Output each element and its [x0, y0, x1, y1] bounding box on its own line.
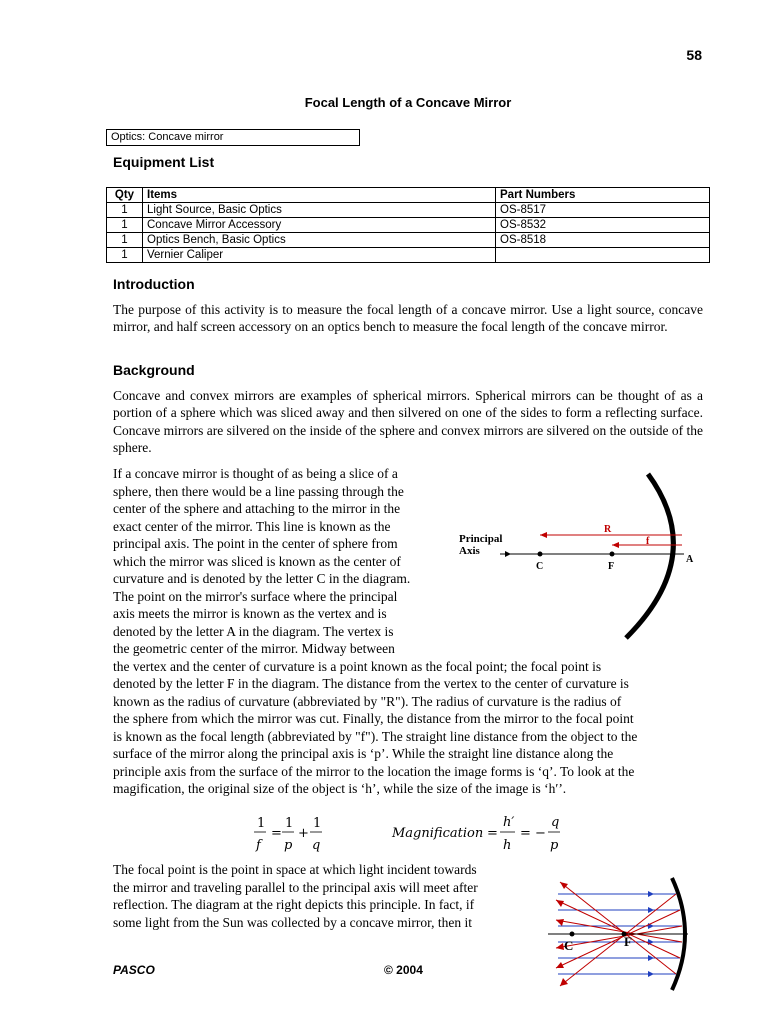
f-label: f — [646, 536, 650, 547]
column-header-qty: Qty — [107, 188, 143, 203]
table-header-row — [107, 188, 710, 203]
ray-arrow-icon — [648, 891, 654, 897]
reflected-arrow-icon — [556, 919, 564, 926]
qty-cell: 1 — [107, 248, 143, 263]
lens-term1-numerator: 1 — [285, 816, 294, 831]
footer-copyright: © 2004 — [384, 963, 423, 977]
background-paragraph-2-line: denoted by the letter F in the diagram. The distance from the vertex to the center of curvature is — [113, 676, 629, 691]
axis-label: Axis — [459, 545, 480, 557]
background-paragraph-1: Concave and convex mirrors are examples of spherical mirrors. Spherical mirrors can be thought of as a portion of a sphere which was sliced away and then silvered on one of the sides to form a reflecting surface. Concave mirrors are silvered on the inside of the sphere and convex mirrors are silvered on the outside of the sphere. — [113, 388, 703, 456]
background-paragraph-2-line: sphere, then there would be a line passing through the — [113, 483, 404, 499]
lens-lhs-denominator: f — [256, 838, 261, 853]
point-c-dot — [538, 552, 543, 557]
ray-arrow-icon — [648, 971, 654, 977]
background-paragraph-3-line: some light from the Sun was collected by a concave mirror, then it — [113, 914, 472, 930]
background-paragraph-3-line: reflection. The diagram at the right depicts this principle. In fact, if — [113, 897, 475, 912]
f-arrow-icon — [612, 542, 619, 548]
part-cell: OS-8532 — [496, 218, 710, 233]
table-row — [107, 203, 710, 218]
column-header-part-numbers: Part Numbers — [496, 188, 710, 203]
mag-term2-denominator: p — [550, 838, 559, 853]
part-cell: OS-8517 — [496, 203, 710, 218]
reflected-ray — [560, 894, 676, 986]
introduction-heading: Introduction — [113, 276, 195, 292]
reflected-ray — [560, 882, 676, 974]
background-paragraph-2-line: center of the sphere and attaching to the mirror in the — [113, 501, 401, 516]
background-paragraph-2-line: magification, the original size of the object is ‘h’, while the size of the image is ‘h′’. — [113, 781, 567, 796]
background-paragraph-2-line: If a concave mirror is thought of as being a slice of a — [113, 466, 398, 481]
qty-cell: 1 — [107, 203, 143, 218]
background-paragraph-3-line: the mirror and traveling parallel to the principal axis will meet after — [113, 879, 478, 895]
table-row — [107, 248, 710, 263]
background-paragraph-2-line: the sphere from which the mirror was cut. Finally, the distance from the mirror to the focal point — [113, 711, 634, 726]
r-arrow-icon — [540, 532, 547, 538]
reflected-arrow-icon — [556, 943, 564, 950]
background-paragraph-2-line: The point on the mirror's surface where the principal — [113, 588, 398, 604]
axis-arrow-icon — [505, 551, 511, 557]
background-paragraph-2-line: denoted by the letter A in the diagram. The vertex is — [113, 623, 394, 639]
equations-svg — [0, 810, 770, 862]
lens-term2-numerator: 1 — [313, 816, 322, 831]
parallel-rays-diagram — [548, 876, 698, 992]
lens-term2-denominator: q — [312, 838, 321, 853]
equipment-heading: Equipment List — [113, 154, 215, 170]
reflected-ray — [556, 900, 680, 958]
magnification-word: Magnification — [392, 826, 484, 841]
part-cell: OS-8518 — [496, 233, 710, 248]
introduction-paragraph: The purpose of this activity is to measure the focal length of a concave mirror. Use a light source, concave mirror, and half screen accessory on an optics bench to measure the focal length of the concave mirror. — [113, 302, 703, 335]
page-title: Focal Length of a Concave Mirror — [304, 95, 512, 110]
background-paragraph-3-line: The focal point is the point in space at which light incident towards — [113, 862, 477, 877]
point-c-dot — [570, 932, 575, 937]
background-paragraph-2-line: known as the radius of curvature (abbreviated by "R"). The radius of curvature is the radius of — [113, 693, 622, 709]
table-row — [107, 233, 710, 248]
equipment-table — [106, 187, 710, 263]
principal-label: Principal — [459, 533, 503, 545]
reflected-ray — [556, 910, 680, 968]
qty-cell: 1 — [107, 218, 143, 233]
background-paragraph-2-line: surface of the mirror along the principal axis is ‘p’. While the straight line distance along the — [113, 746, 614, 761]
r-label: R — [604, 524, 612, 535]
background-paragraph-2-line: exact center of the mirror. This line is known as the — [113, 518, 391, 534]
background-paragraph-2-line: is known as the focal length (abbreviated by "f"). The straight line distance from the object to the — [113, 728, 638, 744]
mag-term1-denominator: h — [503, 838, 512, 853]
c-label: C — [536, 561, 544, 572]
item-cell: Optics Bench, Basic Optics — [143, 233, 496, 248]
lens-term1-denominator: p — [284, 838, 293, 853]
equals-minus-sign: = − — [520, 826, 546, 841]
mag-term1-numerator: h′ — [503, 815, 515, 830]
background-paragraph-2-line: curvature and is denoted by the letter C in the diagram. — [113, 571, 411, 586]
point-f-dot — [610, 552, 615, 557]
background-paragraph-2-line: axis meets the mirror is known as the vertex and is — [113, 606, 387, 621]
reflected-arrow-icon — [560, 978, 568, 986]
item-cell: Vernier Caliper — [143, 248, 496, 263]
equations-area — [0, 810, 770, 862]
table-row — [107, 218, 710, 233]
column-header-items: Items — [143, 188, 496, 203]
part-cell — [496, 248, 710, 263]
lens-lhs-numerator: 1 — [257, 816, 266, 831]
topic-box: Optics: Concave mirror — [106, 129, 360, 146]
equals-sign: = — [487, 826, 498, 841]
mirror-curve — [626, 474, 673, 638]
background-paragraph-2-line: principle axis from the surface of the mirror to the location the image forms is ‘q’. To look at the — [113, 763, 635, 779]
background-paragraph-2-line: the vertex and the center of curvature is a point known as the focal point; the focal point is — [113, 658, 602, 674]
item-cell: Light Source, Basic Optics — [143, 203, 496, 218]
qty-cell: 1 — [107, 233, 143, 248]
background-paragraph-2-line: which the mirror was sliced is known as the center of — [113, 553, 401, 569]
a-label: A — [686, 554, 694, 565]
f-point-label: F — [624, 934, 632, 949]
equals-sign: = — [271, 826, 282, 841]
background-paragraph-2-line: the geometric center of the mirror. Midway between — [113, 641, 395, 656]
page-number: 58 — [686, 47, 702, 63]
plus-sign: + — [298, 826, 309, 841]
item-cell: Concave Mirror Accessory — [143, 218, 496, 233]
mag-term2-numerator: q — [551, 815, 560, 830]
f-point-label: F — [608, 561, 615, 572]
c-label: C — [564, 938, 574, 953]
background-heading: Background — [113, 362, 195, 378]
background-paragraph-2-line: principal axis. The point in the center of sphere from — [113, 536, 398, 551]
footer-publisher: PASCO — [113, 963, 155, 977]
concave-mirror-diagram — [450, 468, 710, 644]
